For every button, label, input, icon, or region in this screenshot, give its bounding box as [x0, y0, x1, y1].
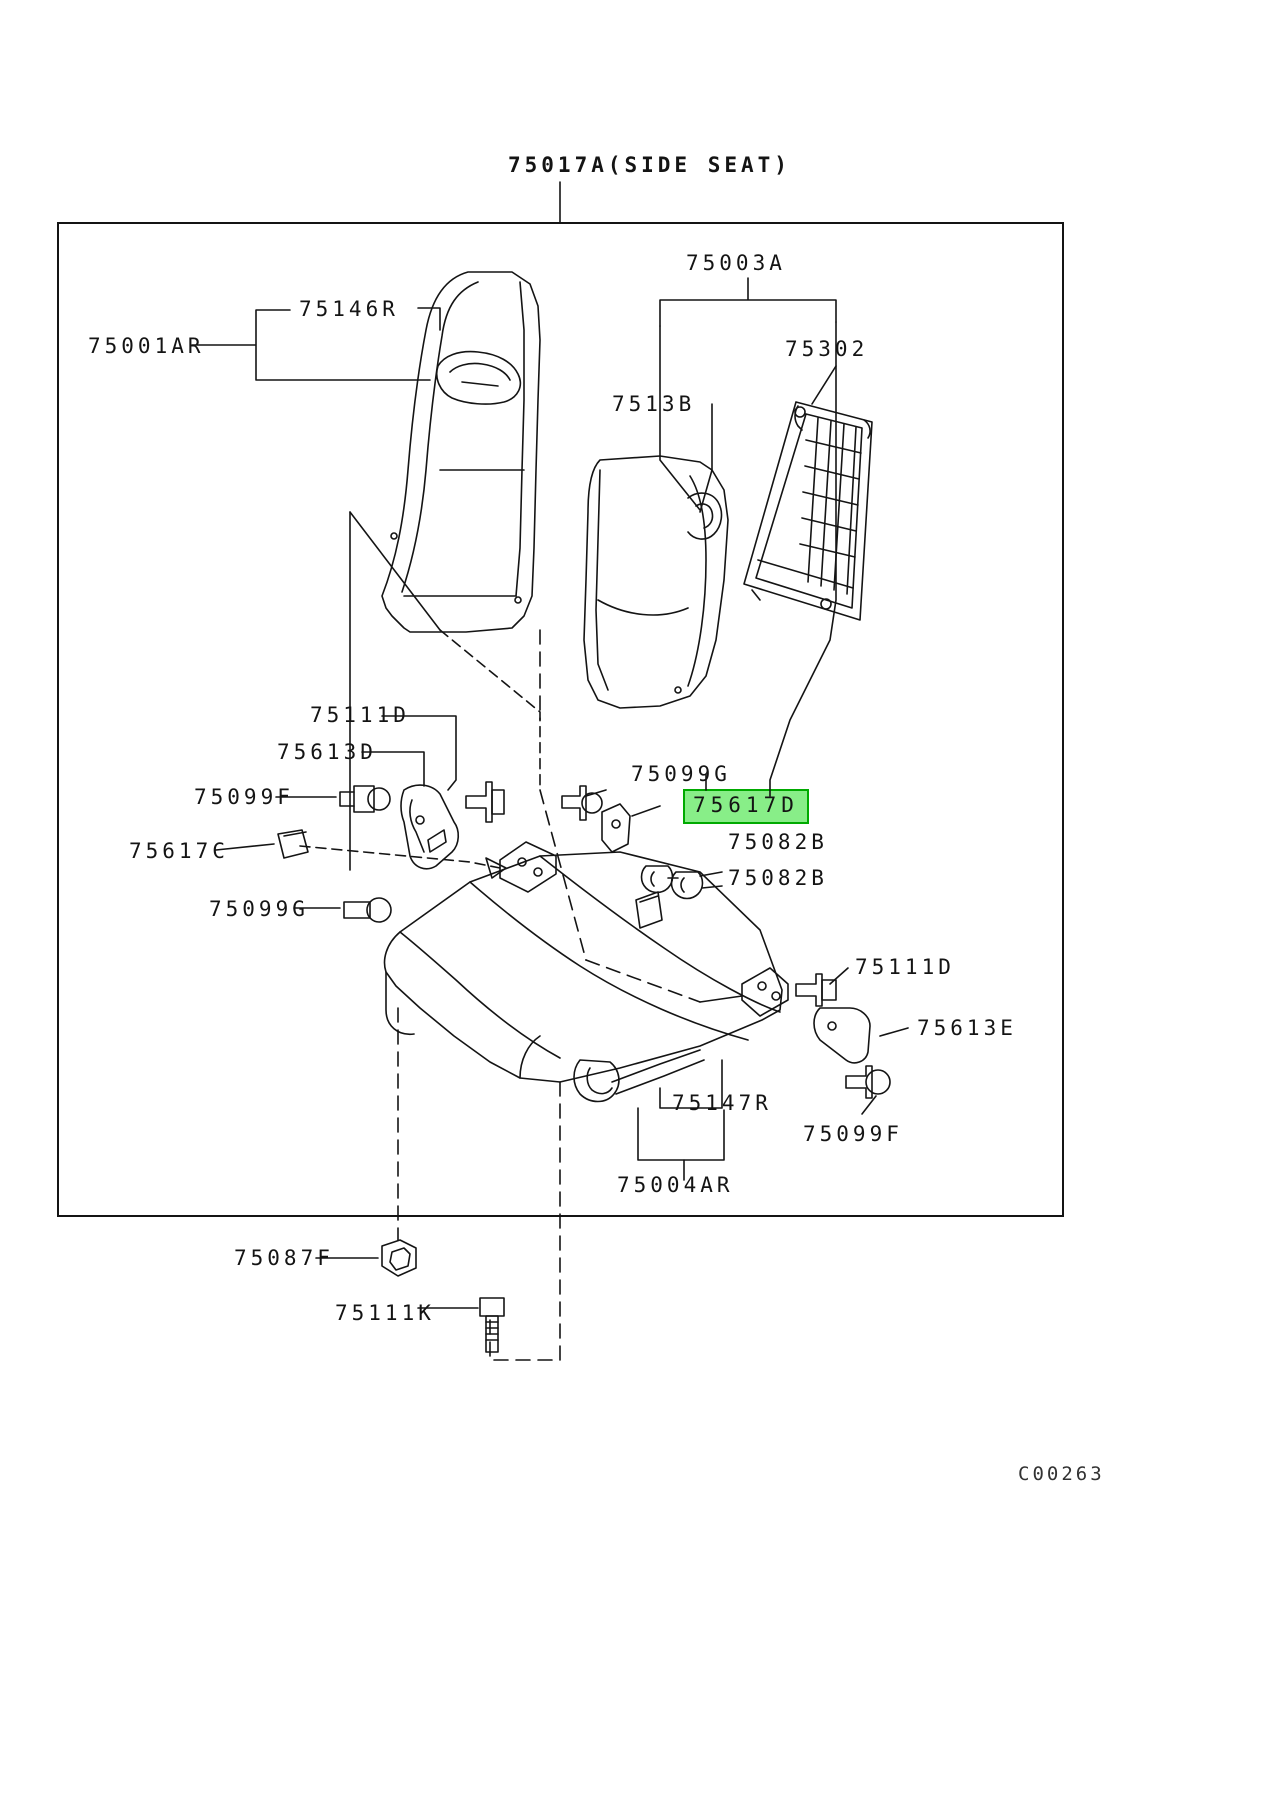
axis-cushion-diag [586, 960, 700, 1002]
washer-75082B-2 [672, 872, 703, 899]
seat-back-left-proj-1 [350, 512, 440, 630]
bracket-75003A [660, 278, 836, 326]
bracket-75004AR-inner [638, 1108, 724, 1160]
bracket-75617D-hole [612, 820, 620, 828]
nut-75087F [382, 1240, 416, 1276]
leader-75082B-2 [702, 886, 722, 888]
seat-cushion-left-edge [386, 972, 414, 1034]
bolt-75099F-left [340, 786, 374, 812]
part-label-75004AR[interactable]: 75004AR [617, 1173, 734, 1197]
seat-back-left-marker-2 [515, 597, 521, 603]
part-label-75302[interactable]: 75302 [785, 337, 869, 361]
seat-back-left-handle-detail [462, 382, 498, 386]
leader-75082B-1 [700, 872, 722, 876]
grid-h5 [800, 544, 855, 557]
grid-pivot-top [795, 407, 805, 417]
bracket-75613D-detail [428, 830, 446, 852]
grid-panel-inner [756, 414, 862, 608]
part-label-75082B-first[interactable]: 75082B [728, 830, 828, 854]
bolt-75111D-upper-head [492, 790, 504, 814]
right-bracket-hole [828, 1022, 836, 1030]
part-label-75099G-left[interactable]: 75099G [209, 897, 309, 921]
part-label-75146R[interactable]: 75146R [299, 297, 399, 321]
part-label-75111D-lower[interactable]: 75111D [855, 955, 955, 979]
leader-7513B [700, 404, 712, 512]
diagram-footer-code: C00263 [1018, 1463, 1105, 1485]
seat-back-center-marker [675, 687, 681, 693]
washer-75082B-1-inner [651, 872, 654, 886]
axis-center [490, 1082, 560, 1360]
seat-back-left-handle [437, 352, 521, 404]
grid-rail-topright [864, 420, 870, 438]
seat-back-left-marker-1 [391, 533, 397, 539]
cushion-center-tab [636, 892, 662, 928]
leader-75613D [362, 752, 424, 786]
bolt-75111K-head [480, 1298, 504, 1316]
seat-back-center-inner-left [596, 470, 608, 690]
bracket-75001AR [192, 310, 430, 380]
axis-cushion-diag-2 [540, 790, 586, 960]
part-label-75613E[interactable]: 75613E [917, 1016, 1017, 1040]
cushion-front-hook-inner [587, 1068, 612, 1094]
leader-75617C-to-part [300, 846, 500, 868]
right-hinge-hole-2 [772, 992, 780, 1000]
right-bracket-75613E [814, 1008, 870, 1063]
right-hinge-hole-1 [758, 982, 766, 990]
bracket-75613D-inner [410, 800, 424, 852]
part-label-75099F-right[interactable]: 75099F [803, 1122, 903, 1146]
part-label-7513B[interactable]: 7513B [612, 392, 696, 416]
seat-cushion-notch [520, 1036, 540, 1078]
part-label-75617D-highlighted[interactable]: 75617D [683, 789, 809, 824]
bolt-75111D-lower-head [822, 980, 836, 1000]
washer-75082B-1 [642, 866, 673, 893]
nut-75087F-inner [390, 1248, 410, 1270]
seat-back-left-handle-inner [450, 363, 510, 380]
part-label-75099G-center[interactable]: 75099G [631, 762, 731, 786]
part-label-75003A[interactable]: 75003A [686, 251, 786, 275]
grid-h1 [806, 440, 861, 453]
seat-cushion-seam-1 [470, 882, 748, 1040]
grid-h3 [803, 492, 858, 505]
part-label-75147R[interactable]: 75147R [672, 1091, 772, 1115]
grid-foot [752, 590, 760, 600]
axis-cushion-to-hinge [700, 996, 742, 1002]
part-label-75617C[interactable]: 75617C [129, 839, 229, 863]
washer-75082B-2-inner [681, 878, 684, 892]
part-label-75613D[interactable]: 75613D [277, 740, 377, 764]
leader-75617C [216, 844, 274, 850]
bolt-75099F-right [846, 1066, 872, 1098]
seat-back-left-inner-right [516, 282, 524, 596]
part-label-75001AR[interactable]: 75001AR [88, 334, 205, 358]
bolt-75111D-lower [796, 974, 822, 1006]
seat-back-left-proj-3 [440, 630, 540, 790]
bolt-75099G-center-head [582, 793, 602, 813]
leader-75302 [812, 366, 836, 404]
bolt-75111D-upper [466, 782, 492, 822]
bracket-75613D-hole-1 [416, 816, 424, 824]
bolt-75111K-threads [486, 1322, 498, 1340]
leader-75111D-lower [830, 968, 848, 984]
bracket-75613D [401, 785, 458, 869]
bolt-75099G-left-shaft [344, 902, 370, 918]
bracket-75147R [660, 1060, 722, 1108]
part-label-75082B-second[interactable]: 75082B [728, 866, 828, 890]
leader-75617D-to-label [632, 806, 660, 816]
part-label-75111K[interactable]: 75111K [335, 1301, 435, 1325]
seat-back-center-seam [598, 600, 688, 615]
bolt-75099F-right-head [866, 1070, 890, 1094]
bolt-75099F-left-head [368, 788, 390, 810]
part-label-75111D-upper[interactable]: 75111D [310, 703, 410, 727]
part-label-75087F[interactable]: 75087F [234, 1246, 334, 1270]
part-label-75099F-left[interactable]: 75099F [194, 785, 294, 809]
seat-cushion-seam-2 [540, 856, 780, 1012]
leader-75003A-right [770, 322, 836, 796]
cushion-front-hook [574, 1060, 619, 1102]
leader-75111D-upper [382, 716, 456, 790]
grid-h2 [805, 466, 859, 479]
grid-h4 [802, 518, 856, 531]
leader-75613E [880, 1028, 908, 1036]
diagram-title: 75017A(SIDE SEAT) [508, 153, 791, 177]
left-hinge-hole-2 [534, 868, 542, 876]
